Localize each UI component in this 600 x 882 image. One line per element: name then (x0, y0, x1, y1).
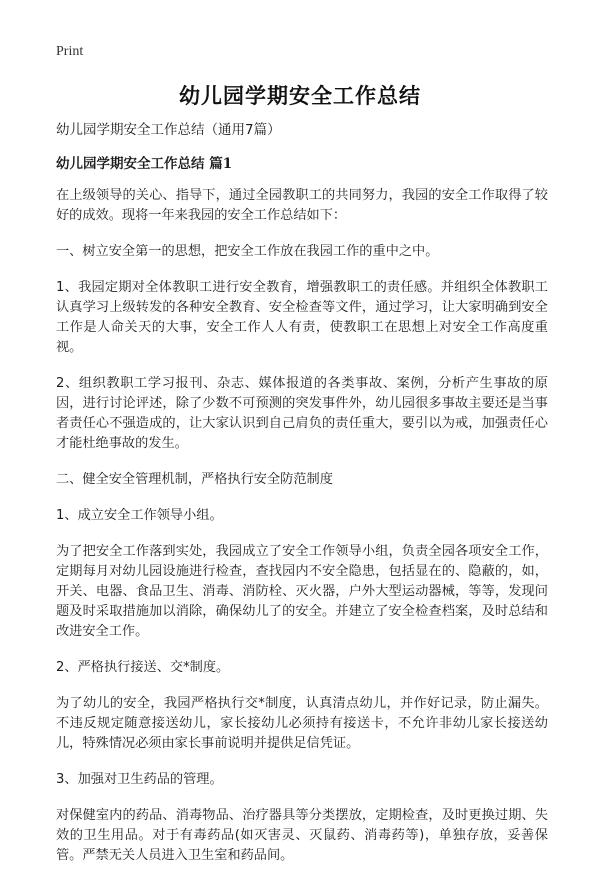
document-title: 幼儿园学期安全工作总结 (179, 84, 421, 108)
paragraph-item-1-1: 1、我园定期对全体教职工进行安全教育，增强教职工的责任感。并组织全体教职工认真学习上级转发的各种安全教育、安全检查等文件，通过学习，让大家明确到安全工作是人命关天的大事，安全工作人人有责，使教职工在思想上对安全工作高度重视。 (56, 280, 548, 355)
paragraph-item-2-2: 2、严格执行接送、交*制度。 (56, 660, 230, 675)
paragraph-item-2-2-body: 为了幼儿的安全，我园严格执行交*制度，认真清点幼儿，并作好记录，防止漏失。不违反规定随意接送幼儿，家长接幼儿必须持有接送卡，不允许非幼儿家长接送幼儿，特殊情况必须由家长事前说明并提供足信凭证。 (56, 696, 548, 751)
paragraph-item-2-1-body: 为了把安全工作落到实处，我园成立了安全工作领导小组，负责全园各项安全工作，定期每月对幼儿园设施进行检查，查找园内不安全隐患，包括显在的、隐蔽的，如，开关、电器、食品卫生、消毒、消防栓、灭火器，户外大型运动器械，等等，发现问题及时采取措施加以消除，确保幼儿了的安全。并建立了安全检查档案，及时总结和改进安全工作。 (56, 544, 548, 639)
print-link[interactable]: Print (56, 44, 84, 59)
paragraph-item-1-2: 2、组织教职工学习报刊、杂志、媒体报道的各类事故、案例，分析产生事故的原因，进行讨论评述，除了少数不可预测的突发事件外，幼儿园很多事故主要还是当事者责任心不强造成的，让大家认识到自己肩负的责任重大，要引以为戒，加强责任心才能杜绝事故的发生。 (56, 376, 548, 451)
paragraph-item-2-3-body: 对保健室内的药品、消毒物品、治疗器具等分类摆放，定期检查，及时更换过期、失效的卫生用品。对于有毒药品(如灭害灵、灭鼠药、消毒药等)，单独存放，妥善保管。严禁无关人员进入卫生室和药品间。 (56, 808, 548, 863)
document-subtitle: 幼儿园学期安全工作总结（通用7篇） (56, 122, 281, 138)
paragraph-point-2: 二、健全安全管理机制，严格执行安全防范制度 (56, 472, 333, 487)
paragraph-intro: 在上级领导的关心、指导下，通过全园教职工的共同努力，我园的安全工作取得了较好的成效。现将一年来我园的安全工作总结如下： (56, 188, 548, 223)
paragraph-item-2-1: 1、成立安全工作领导小组。 (56, 508, 223, 523)
paragraph-item-2-3: 3、加强对卫生药品的管理。 (56, 772, 223, 787)
section-heading: 幼儿园学期安全工作总结 篇1 (56, 156, 233, 172)
document-body (56, 120, 548, 882)
paragraph-point-1: 一、树立安全第一的思想，把安全工作放在我园工作的重中之中。 (56, 244, 439, 259)
